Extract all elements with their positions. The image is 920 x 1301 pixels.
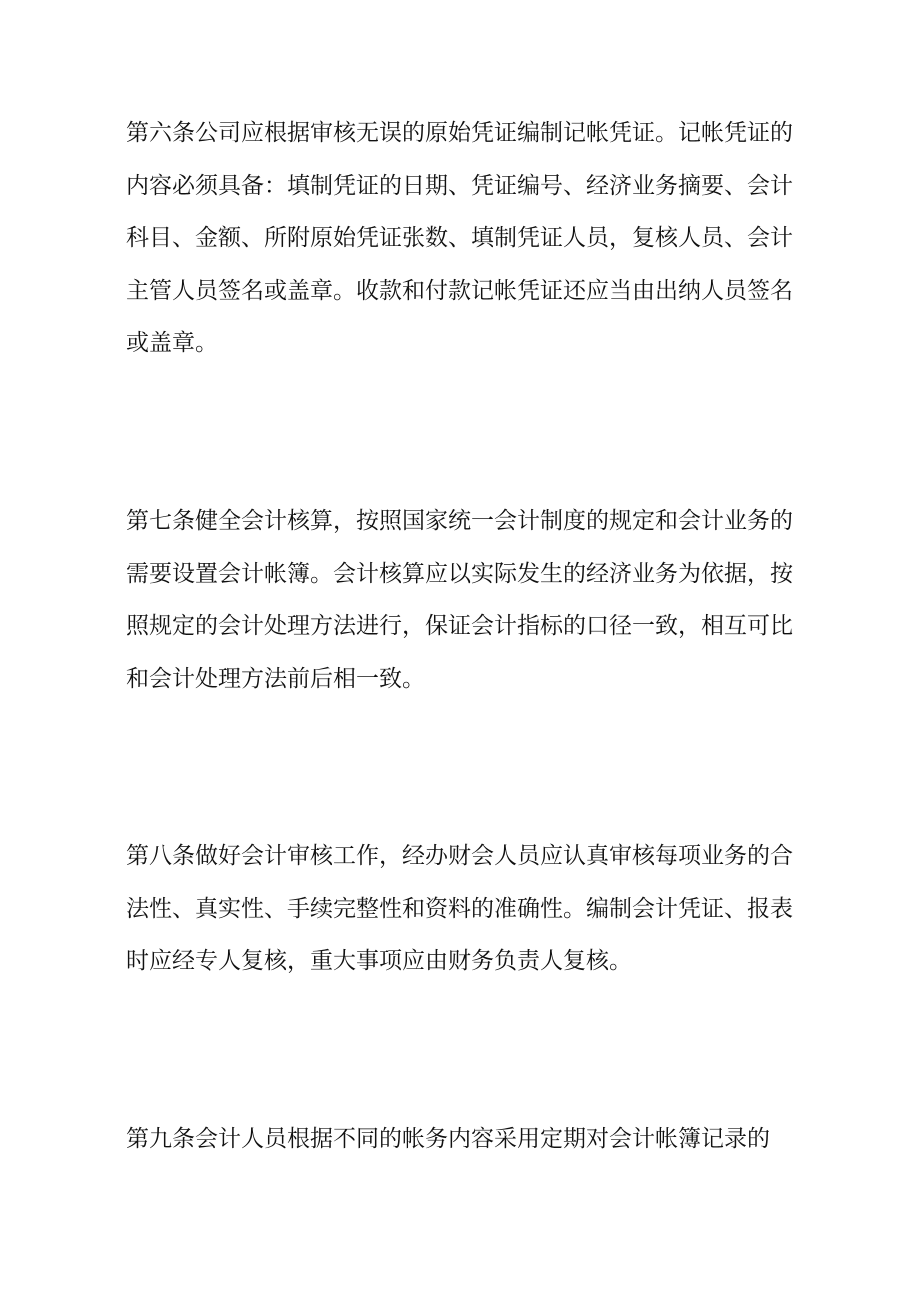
text-line: 照规定的会计处理方法进行，保证会计指标的口径一致，相互可比 bbox=[126, 613, 793, 639]
article-7-paragraph bbox=[126, 495, 798, 705]
text-line: 需要设置会计帐簿。会计核算应以实际发生的经济业务为依据，按 bbox=[126, 560, 793, 587]
article-8-paragraph bbox=[126, 830, 798, 988]
text-line: 内容必须具备：填制凭证的日期、凭证编号、经济业务摘要、会计 bbox=[126, 172, 793, 199]
text-line: 第九条会计人员根据不同的帐务内容采用定期对会计帐簿记录的 bbox=[126, 1126, 770, 1152]
text-line: 法性、真实性、手续完整性和资料的准确性。编制会计凭证、报表 bbox=[126, 895, 793, 922]
text-line: 第六条公司应根据审核无误的原始凭证编制记帐凭证。记帐凭证的 bbox=[126, 120, 793, 146]
text-line: 第七条健全会计核算，按照国家统一会计制度的规定和会计业务的 bbox=[126, 508, 793, 534]
text-line: 时应经专人复核，重大事项应由财务负责人复核。 bbox=[126, 948, 632, 974]
text-line: 第八条做好会计审核工作，经办财会人员应认真审核每项业务的合 bbox=[126, 843, 793, 869]
text-line: 科目、金额、所附原始凭证张数、填制凭证人员，复核人员、会计 bbox=[126, 225, 793, 251]
article-6-paragraph bbox=[126, 107, 798, 370]
text-line: 或盖章。 bbox=[126, 330, 218, 356]
article-9-paragraph bbox=[126, 1113, 798, 1166]
text-line: 主管人员签名或盖章。收款和付款记帐凭证还应当由出纳人员签名 bbox=[126, 277, 793, 304]
text-line: 和会计处理方法前后相一致。 bbox=[126, 665, 425, 692]
